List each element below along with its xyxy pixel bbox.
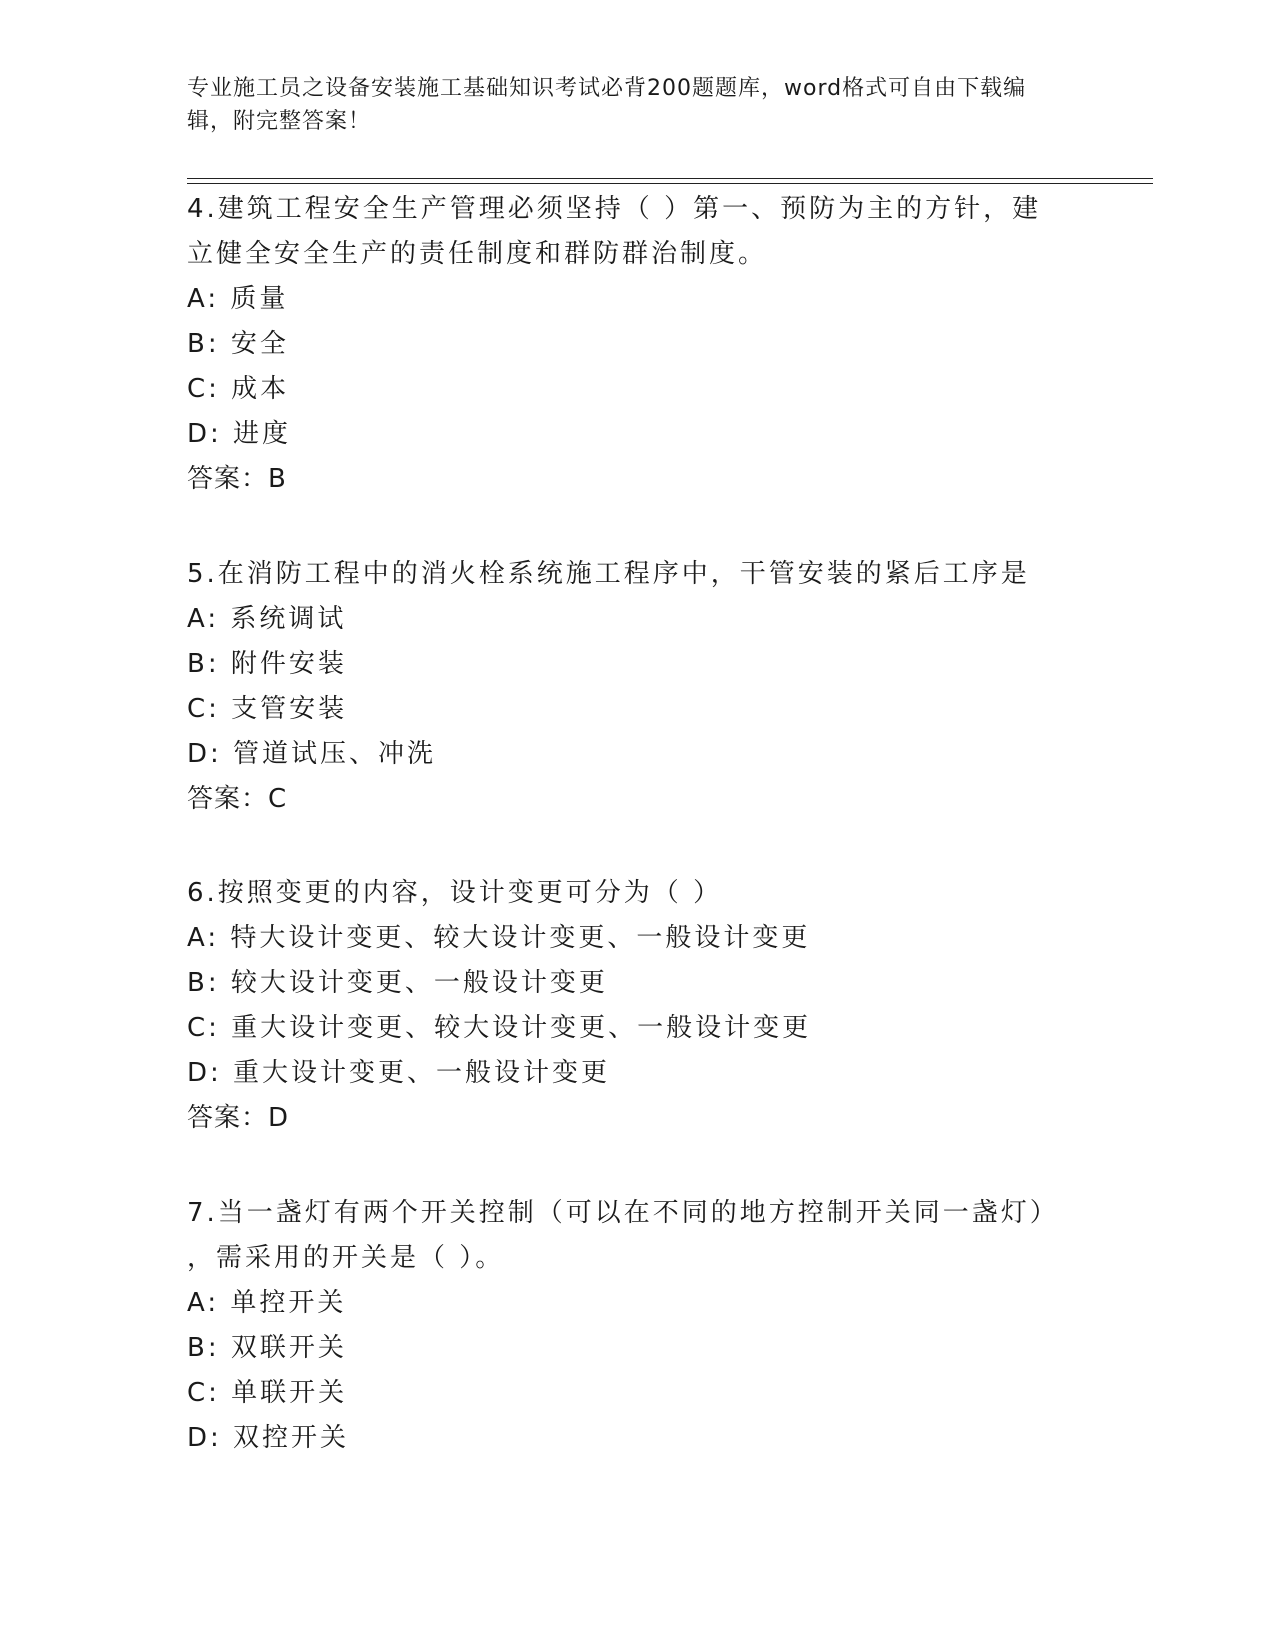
question-7 [187,1191,1067,1461]
option-a: A: 系统调试 [187,604,347,634]
answer: 答案：C [187,784,288,814]
header-divider-top [187,178,1153,179]
option-b: B: 双联开关 [187,1333,347,1363]
option-a: A: 质量 [187,284,289,314]
question-stem: 4.建筑工程安全生产管理必须坚持（ ）第一、预防为主的方针，建立健全安全生产的责任制度和群防群治制度。 [187,194,1042,269]
question-stem: 6.按照变更的内容，设计变更可分为（ ） [187,878,723,908]
option-a: A: 特大设计变更、较大设计变更、一般设计变更 [187,923,811,953]
option-c: C: 重大设计变更、较大设计变更、一般设计变更 [187,1013,812,1043]
option-b: B: 较大设计变更、一般设计变更 [187,968,608,998]
option-d: D: 管道试压、冲洗 [187,739,437,769]
option-a: A: 单控开关 [187,1288,347,1318]
answer: 答案：D [187,1103,290,1133]
option-b: B: 安全 [187,329,289,359]
option-d: D: 重大设计变更、一般设计变更 [187,1058,611,1088]
option-c: C: 单联开关 [187,1378,348,1408]
question-stem: 7.当一盏灯有两个开关控制（可以在不同的地方控制开关同一盏灯） ，需采用的开关是（ ）。 [187,1198,1059,1273]
question-stem: 5.在消防工程中的消火栓系统施工程序中，干管安装的紧后工序是 [187,559,1030,589]
header-divider-bottom [187,183,1153,184]
option-c: C: 支管安装 [187,694,348,724]
option-d: D: 双控开关 [187,1423,350,1453]
option-d: D: 进度 [187,419,292,449]
document-header: 专业施工员之设备安装施工基础知识考试必背200题题库，word格式可自由下载编辑，附完整答案！ [187,76,1027,134]
option-c: C: 成本 [187,374,290,404]
question-6 [187,871,1067,1141]
question-4 [187,187,1067,502]
option-b: B: 附件安装 [187,649,347,679]
answer: 答案：B [187,464,287,494]
question-5 [187,552,1067,822]
